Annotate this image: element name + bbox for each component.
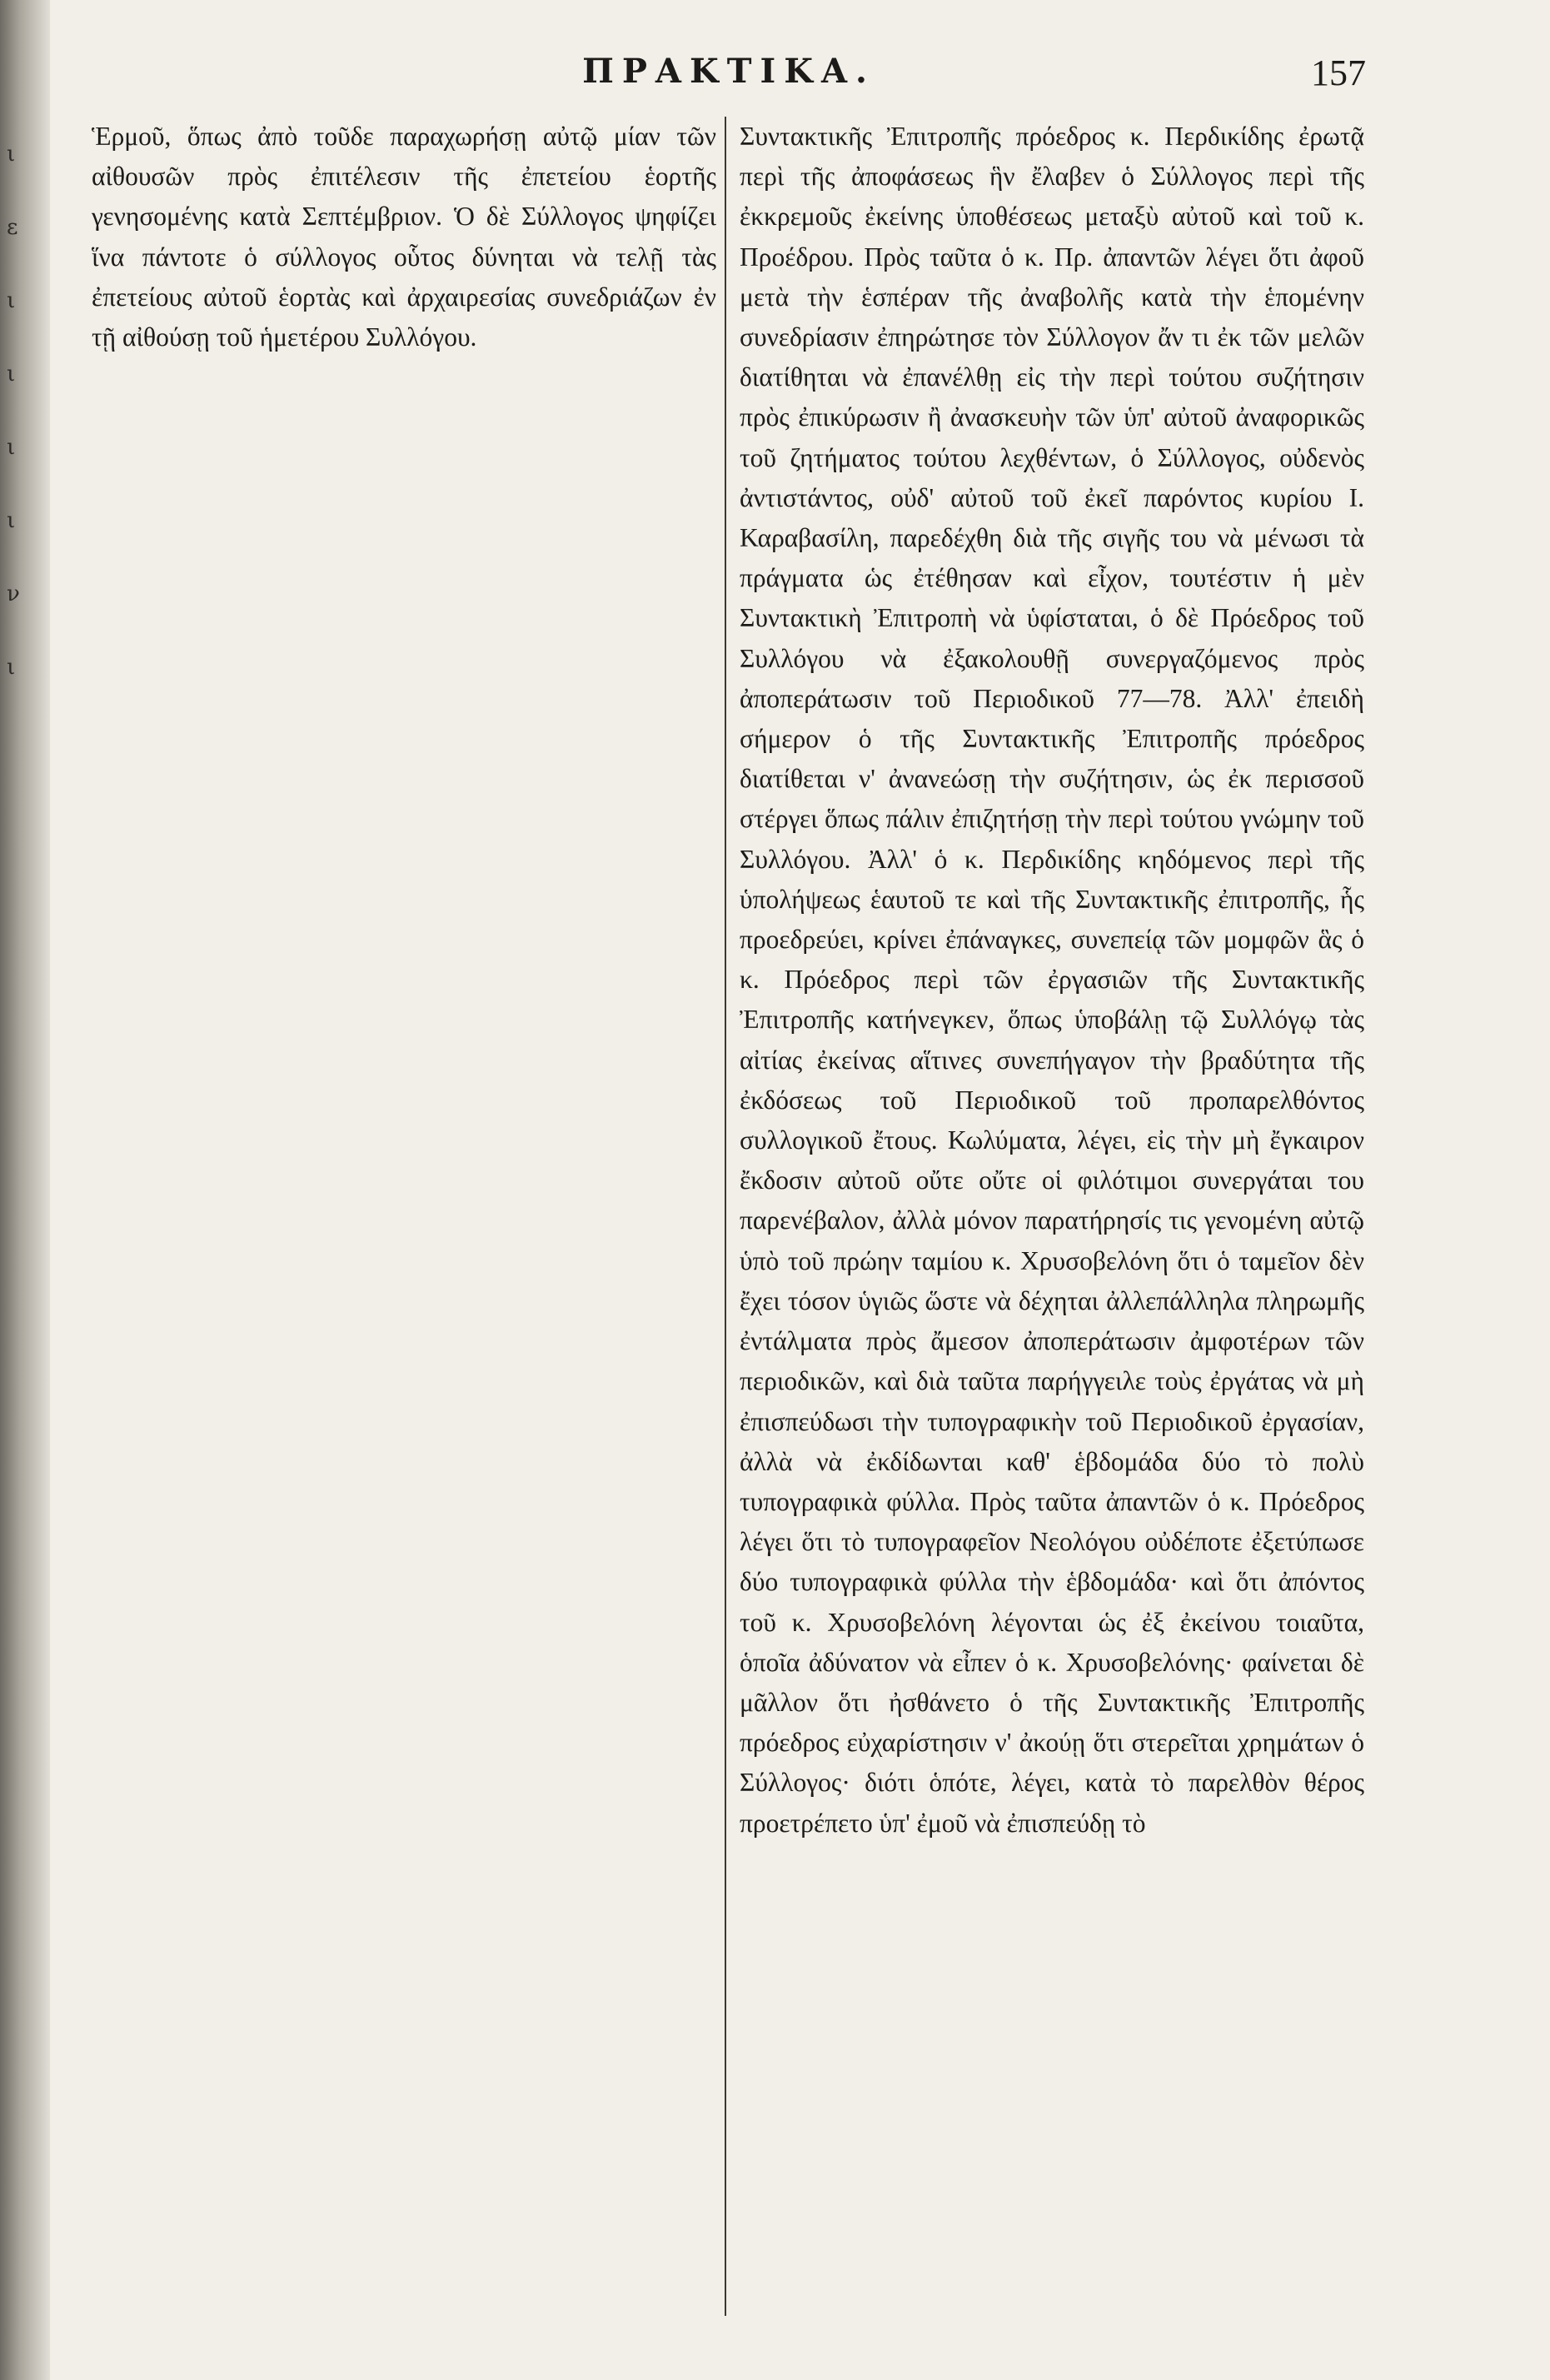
running-head: ΠΡΑΚΤΙΚΑ. [582,52,875,91]
margin-marks: ι ε ι ι ι ι ν ι [7,142,20,680]
left-column [92,117,716,357]
right-column [740,117,1364,1844]
page-number: 157 [1311,52,1366,93]
column-divider [725,117,726,2316]
page-header [92,52,1366,102]
right-paragraph: Συντακτικῆς Ἐπιτροπῆς πρόεδρος κ. Περδικίδης ἐρωτᾷ περὶ τῆς ἀποφάσεως ἣν ἔλαβεν ὁ Σύλλογος περὶ τῆς ἐκκρεμοῦς ἐκείνης ὑποθέσεως μεταξὺ αὐτοῦ καὶ τοῦ κ. Προέδρου. Πρὸς ταῦτα ὁ κ. Πρ. ἀπαντῶν λέγει ὅτι ἀφοῦ μετὰ τὴν ἑσπέραν τῆς ἀναβολῆς κατὰ τὴν ἑπομένην συνεδρίασιν ἐπηρώτησε τὸν Σύλλογον ἄν τι ἐκ τῶν μελῶν διατίθηται νὰ ἐπανέλθῃ εἰς τὴν περὶ τούτου συζήτησιν πρὸς ἐπικύρωσιν ἢ ἀνασκευὴν τῶν ὑπ' αὐτοῦ ἀναφορικῶς τοῦ ζητήματος τούτου λεχθέντων, ὁ Σύλλογος, οὐδενὸς ἀντιστάντος, οὐδ' αὐτοῦ τοῦ ἐκεῖ παρόντος κυρίου Ι. Καραβασίλη, παρεδέχθη διὰ τῆς σιγῆς του νὰ μένωσι τὰ πράγματα ὡς ἐτέθησαν καὶ εἶχον, τουτέστιν ἡ μὲν Συντακτικὴ Ἐπιτροπὴ νὰ ὑφίσταται, ὁ δὲ Πρόεδρος τοῦ Συλλόγου νὰ ἐξακολουθῇ συνεργαζόμενος πρὸς ἀποπεράτωσιν τοῦ Περιοδικοῦ 77—78. Ἀλλ' ἐπειδὴ σήμερον ὁ τῆς Συντακτικῆς Ἐπιτροπῆς πρόεδρος διατίθεται ν' ἀνανεώσῃ τὴν συζήτησιν, ὡς ἐκ περισσοῦ στέργει ὅπως πάλιν ἐπιζητήσῃ τὴν περὶ τούτου γνώμην τοῦ Συλλόγου. Ἀλλ' ὁ κ. Περδικίδης κηδόμενος περὶ τῆς ὑπολήψεως ἑαυτοῦ τε καὶ τῆς Συντακτικῆς ἐπιτροπῆς, ἧς προεδρεύει, κρίνει ἐπάναγκες, συνεπείᾳ τῶν μομφῶν ἃς ὁ κ. Πρόεδρος περὶ τῶν ἐργασιῶν τῆς Συντακτικῆς Ἐπιτροπῆς κατήνεγκεν, ὅπως ὑποβάλῃ τῷ Συλλόγῳ τὰς αἰτίας ἐκείνας αἵτινες συνεπήγαγον τὴν βραδύτητα τῆς ἐκδόσεως τοῦ Περιοδικοῦ τοῦ προπαρελθόντος συλλογικοῦ ἔτους. Κωλύματα, λέγει, εἰς τὴν μὴ ἔγκαιρον ἔκδοσιν αὐτοῦ οὔτε οὔτε οἱ φιλότιμοι συνεργάται του παρενέβαλον, ἀλλὰ μόνον παρατήρησίς τις γενομένη αὐτῷ ὑπὸ τοῦ πρώην ταμίου κ. Χρυσοβελόνη ὅτι ὁ ταμεῖον δὲν ἔχει τόσον ὑγιῶς ὥστε νὰ δέχηται ἀλλεπάλληλα πληρωμῆς ἐντάλματα πρὸς ἄμεσον ἀποπεράτωσιν ἀμφοτέρων τῶν περιοδικῶν, καὶ διὰ ταῦτα παρήγγειλε τοὺς ἐργάτας νὰ μὴ ἐπισπεύδωσι τὴν τυπογραφικὴν τοῦ Περιοδικοῦ ἐργασίαν, ἀλλὰ νὰ ἐκδίδωνται καθ' ἑβδομάδα δύο τὸ πολὺ τυπογραφικὰ φύλλα. Πρὸς ταῦτα ἀπαντῶν ὁ κ. Πρόεδρος λέγει ὅτι τὸ τυπογραφεῖον Νεολόγου οὐδέποτε ἐξετύπωσε δύο τυπογραφικὰ φύλλα τὴν ἑβδομάδα· καὶ ὅτι ἀπόντος τοῦ κ. Χρυσοβελόνη λέγονται ὡς ἐξ ἐκείνου τοιαῦτα, ὁποῖα ἀδύνατον νὰ εἶπεν ὁ κ. Χρυσοβελόνης· φαίνεται δὲ μᾶλλον ὅτι ἠσθάνετο ὁ τῆς Συντακτικῆς Ἐπιτροπῆς πρόεδρος εὐχαρίστησιν ν' ἀκούῃ ὅτι στερεῖται χρημάτων ὁ Σύλλογος· διότι ὁπότε, λέγει, κατὰ τὸ παρελθὸν θέρος προετρέπετο ὑπ' ἐμοῦ νὰ ἐπισπεύδῃ τὸ [740,122,1364,1838]
left-paragraph: Ἑρμοῦ, ὅπως ἀπὸ τοῦδε παραχωρήσῃ αὐτῷ μίαν τῶν αἰθουσῶν πρὸς ἐπιτέλεσιν τῆς ἐπετείου ἑορτῆς γενησομένης κατὰ Σεπτέμβριον. Ὁ δὲ Σύλλογος ψηφίζει ἵνα πάντοτε ὁ σύλλογος οὗτος δύνηται νὰ τελῇ τὰς ἐπετείους αὐτοῦ ἑορτὰς καὶ ἀρχαιρεσίας συνεδριάζων ἐν τῇ αἰθούσῃ τοῦ ἡμετέρου Συλλόγου. [92,122,716,352]
